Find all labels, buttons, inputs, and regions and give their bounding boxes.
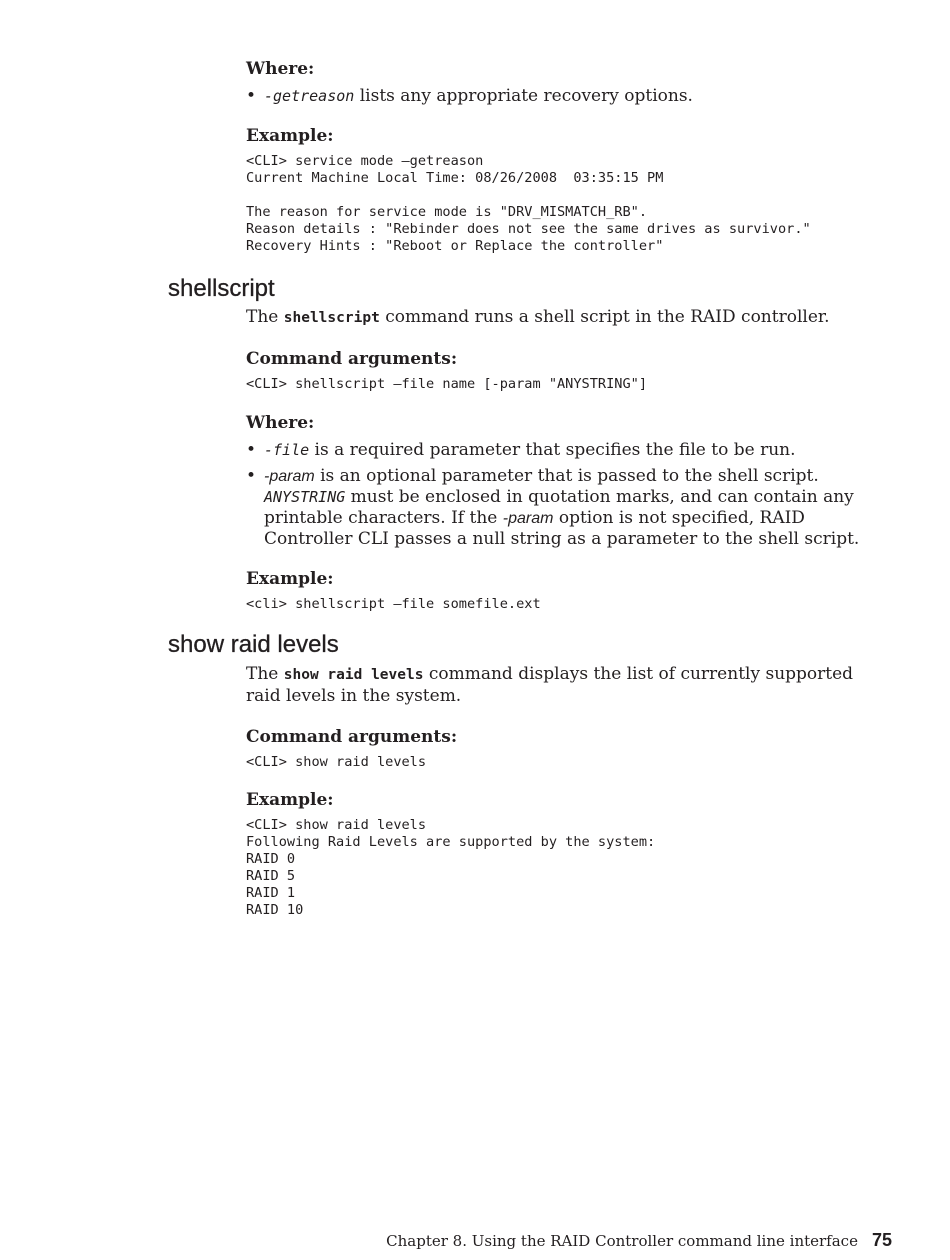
getreason-block [246, 59, 892, 255]
show-raid-levels-example-code: <CLI> show raid levels Following Raid Levels are supported by the system: RAID 0 RAID 5 RAID 1 RAID 10 [246, 817, 656, 918]
flag-file: -file [264, 441, 310, 459]
getreason-example-code: <CLI> service mode –getreason Current Machine Local Time: 08/26/2008 03:35:15 PM The reason for service mode is "DRV_MISMATCH_RB". Reason details : "Rebinder does not see the same drives as survivor." Recovery Hints : "Reboot or Replace the controller" [246, 153, 811, 254]
bullet-param: • -param is an optional parameter that is passed to the shell script. ANYSTRING must be enclosed in quotation marks, and can contain any printable characters. If the -param option is not specified, RAID Controller CLI passes a null string as a parameter to the shell script. [246, 466, 860, 549]
shellscript-example-code: <cli> shellscript –file somefile.ext [246, 596, 541, 612]
show-raid-levels-intro: The show raid levels command displays the list of currently supported raid levels in the system. [246, 664, 854, 706]
show-raid-levels-body [246, 664, 892, 919]
bullet-dot: • [246, 440, 257, 460]
anystring: ANYSTRING [264, 488, 346, 506]
command-arguments-heading: Command arguments: [246, 727, 458, 747]
flag-param: -param [264, 468, 315, 485]
shellscript-args-code: <CLI> shellscript –file name [-param "ANYSTRING"] [246, 376, 648, 392]
bullet-file: • -file is a required parameter that specifies the file to be run. [246, 440, 796, 460]
page-number: 75 [871, 1230, 892, 1250]
section-title-show-raid-levels: show raid levels [168, 631, 339, 658]
example-heading: Example: [246, 790, 334, 810]
flag-getreason: -getreason [264, 87, 355, 105]
section-title-shellscript: shellscript [168, 275, 275, 302]
example-heading: Example: [246, 569, 334, 589]
cmd-shellscript: shellscript [283, 310, 380, 326]
bullet-dot: • [246, 86, 257, 106]
shellscript-body [246, 307, 892, 613]
bullet-getreason: • -getreason lists any appropriate recovery options. [246, 86, 693, 106]
example-heading: Example: [246, 126, 334, 146]
cmd-show-raid-levels: show raid levels [283, 667, 424, 683]
shellscript-intro: The shellscript command runs a shell script in the RAID controller. [246, 307, 830, 327]
where-heading: Where: [246, 59, 315, 79]
command-arguments-heading: Command arguments: [246, 349, 458, 369]
where-heading: Where: [246, 413, 315, 433]
page-footer [386, 1230, 892, 1251]
bullet-dot: • [246, 466, 257, 486]
flag-param: -param [502, 510, 554, 527]
chapter-title: Chapter 8. Using the RAID Controller command line interface [386, 1232, 858, 1250]
show-raid-levels-args-code: <CLI> show raid levels [246, 754, 427, 770]
